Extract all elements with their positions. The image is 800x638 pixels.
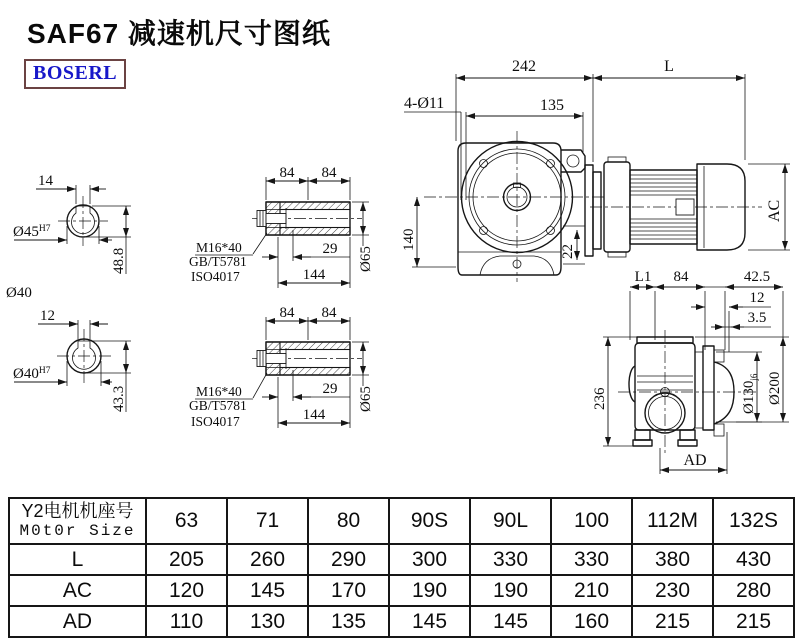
dim-12-side: 12	[749, 290, 765, 306]
label-std2-2: ISO4017	[191, 414, 240, 429]
motor-size-col: 100	[551, 498, 632, 544]
table-cell: 300	[389, 544, 470, 575]
label-dia40: Ø40	[6, 285, 32, 301]
label-std1-1: GB/T5781	[189, 254, 247, 269]
motor-size-header-en: M0t0r Size	[19, 522, 136, 540]
table-cell: 330	[551, 544, 632, 575]
table-row-AD	[9, 606, 794, 637]
dim-236: 236	[592, 387, 608, 410]
dim-84b-1: 84	[321, 165, 337, 181]
dim-84b-2: 84	[321, 305, 337, 321]
dimension-table	[8, 497, 795, 638]
table-cell: 210	[551, 575, 632, 606]
motor-size-col: 63	[146, 498, 227, 544]
dim-242: 242	[512, 58, 536, 75]
dim-height-1: 48.8	[111, 247, 127, 274]
table-cell: 290	[308, 544, 389, 575]
label-bolt-1: M16*40	[196, 240, 242, 255]
dim-42p5: 42.5	[743, 269, 771, 285]
table-cell: 430	[713, 544, 794, 575]
table-cell: 110	[146, 606, 227, 637]
dim-AC: AC	[766, 199, 783, 222]
motor-size-col: 80	[308, 498, 389, 544]
dim-keyway-width-2: 12	[40, 308, 55, 324]
dim-bore-2: $Ø40^{H7}$	[13, 366, 51, 382]
shaft-end-view-1	[6, 173, 131, 301]
boserl-logo: BOSERL	[24, 59, 126, 89]
motor-size-col: 132S	[713, 498, 794, 544]
dim-dia65-2: Ø65	[358, 386, 374, 412]
motor-size-header	[9, 498, 146, 544]
table-cell: 145	[227, 575, 308, 606]
dim-144-2: 144	[302, 407, 326, 423]
hollow-shaft-view-2	[189, 305, 374, 429]
dim-dia65-1: Ø65	[358, 246, 374, 272]
table-row-AC	[9, 575, 794, 606]
label-std1-2: GB/T5781	[189, 398, 247, 413]
dim-dia130: $Ø130_{j6}$	[741, 373, 759, 414]
dim-84a-1: 84	[279, 165, 295, 181]
gearbox-side-view	[592, 269, 789, 474]
dim-dia200: Ø200	[767, 371, 783, 405]
table-cell: 130	[227, 606, 308, 637]
shaft-end-view-2	[13, 308, 131, 412]
dim-140: 140	[401, 228, 417, 251]
dim-L: L	[664, 58, 674, 75]
dim-L1: L1	[634, 269, 652, 285]
dim-29-1: 29	[322, 241, 338, 257]
table-cell: 160	[551, 606, 632, 637]
table-cell: 380	[632, 544, 713, 575]
dim-bolt-holes: 4-Ø11	[404, 95, 445, 112]
table-cell: 280	[713, 575, 794, 606]
page-title: SAF67 减速机尺寸图纸	[27, 18, 331, 49]
label-bolt-2: M16*40	[196, 384, 242, 399]
dim-84a-2: 84	[279, 305, 295, 321]
dim-bore-1: $Ø45^{H7}$	[13, 224, 51, 240]
dim-AD: AD	[683, 452, 707, 469]
label-std2-1: ISO4017	[191, 269, 240, 284]
table-cell: 145	[470, 606, 551, 637]
table-cell: 135	[308, 606, 389, 637]
motor-size-col: 90L	[470, 498, 551, 544]
dim-144-1: 144	[302, 267, 326, 283]
table-cell: 205	[146, 544, 227, 575]
table-cell: 215	[713, 606, 794, 637]
motor-size-header-cn: Y2电机机座号	[21, 501, 134, 521]
table-cell: 190	[389, 575, 470, 606]
table-cell: 330	[470, 544, 551, 575]
table-cell: 145	[389, 606, 470, 637]
motor-size-col: 112M	[632, 498, 713, 544]
dim-29-2: 29	[322, 381, 338, 397]
table-cell: 230	[632, 575, 713, 606]
motor-size-col: 71	[227, 498, 308, 544]
table-cell: 190	[470, 575, 551, 606]
motor-side-view	[590, 157, 790, 257]
dim-84-side: 84	[673, 269, 689, 285]
table-cell: 215	[632, 606, 713, 637]
table-row-L	[9, 544, 794, 575]
hollow-shaft-view-1	[189, 165, 374, 288]
table-header-row	[9, 498, 794, 544]
dim-keyway-width-1: 14	[38, 173, 53, 189]
row-label: AC	[9, 575, 146, 606]
table-cell: 260	[227, 544, 308, 575]
row-label: L	[9, 544, 146, 575]
gearbox-front-view	[401, 131, 604, 282]
table-cell: 120	[146, 575, 227, 606]
motor-size-col: 90S	[389, 498, 470, 544]
table-cell: 170	[308, 575, 389, 606]
dim-height-2: 43.3	[111, 385, 127, 412]
dim-135: 135	[540, 97, 564, 114]
row-label: AD	[9, 606, 146, 637]
dim-3p5: 3.5	[747, 310, 767, 326]
dim-22: 22	[560, 244, 576, 259]
